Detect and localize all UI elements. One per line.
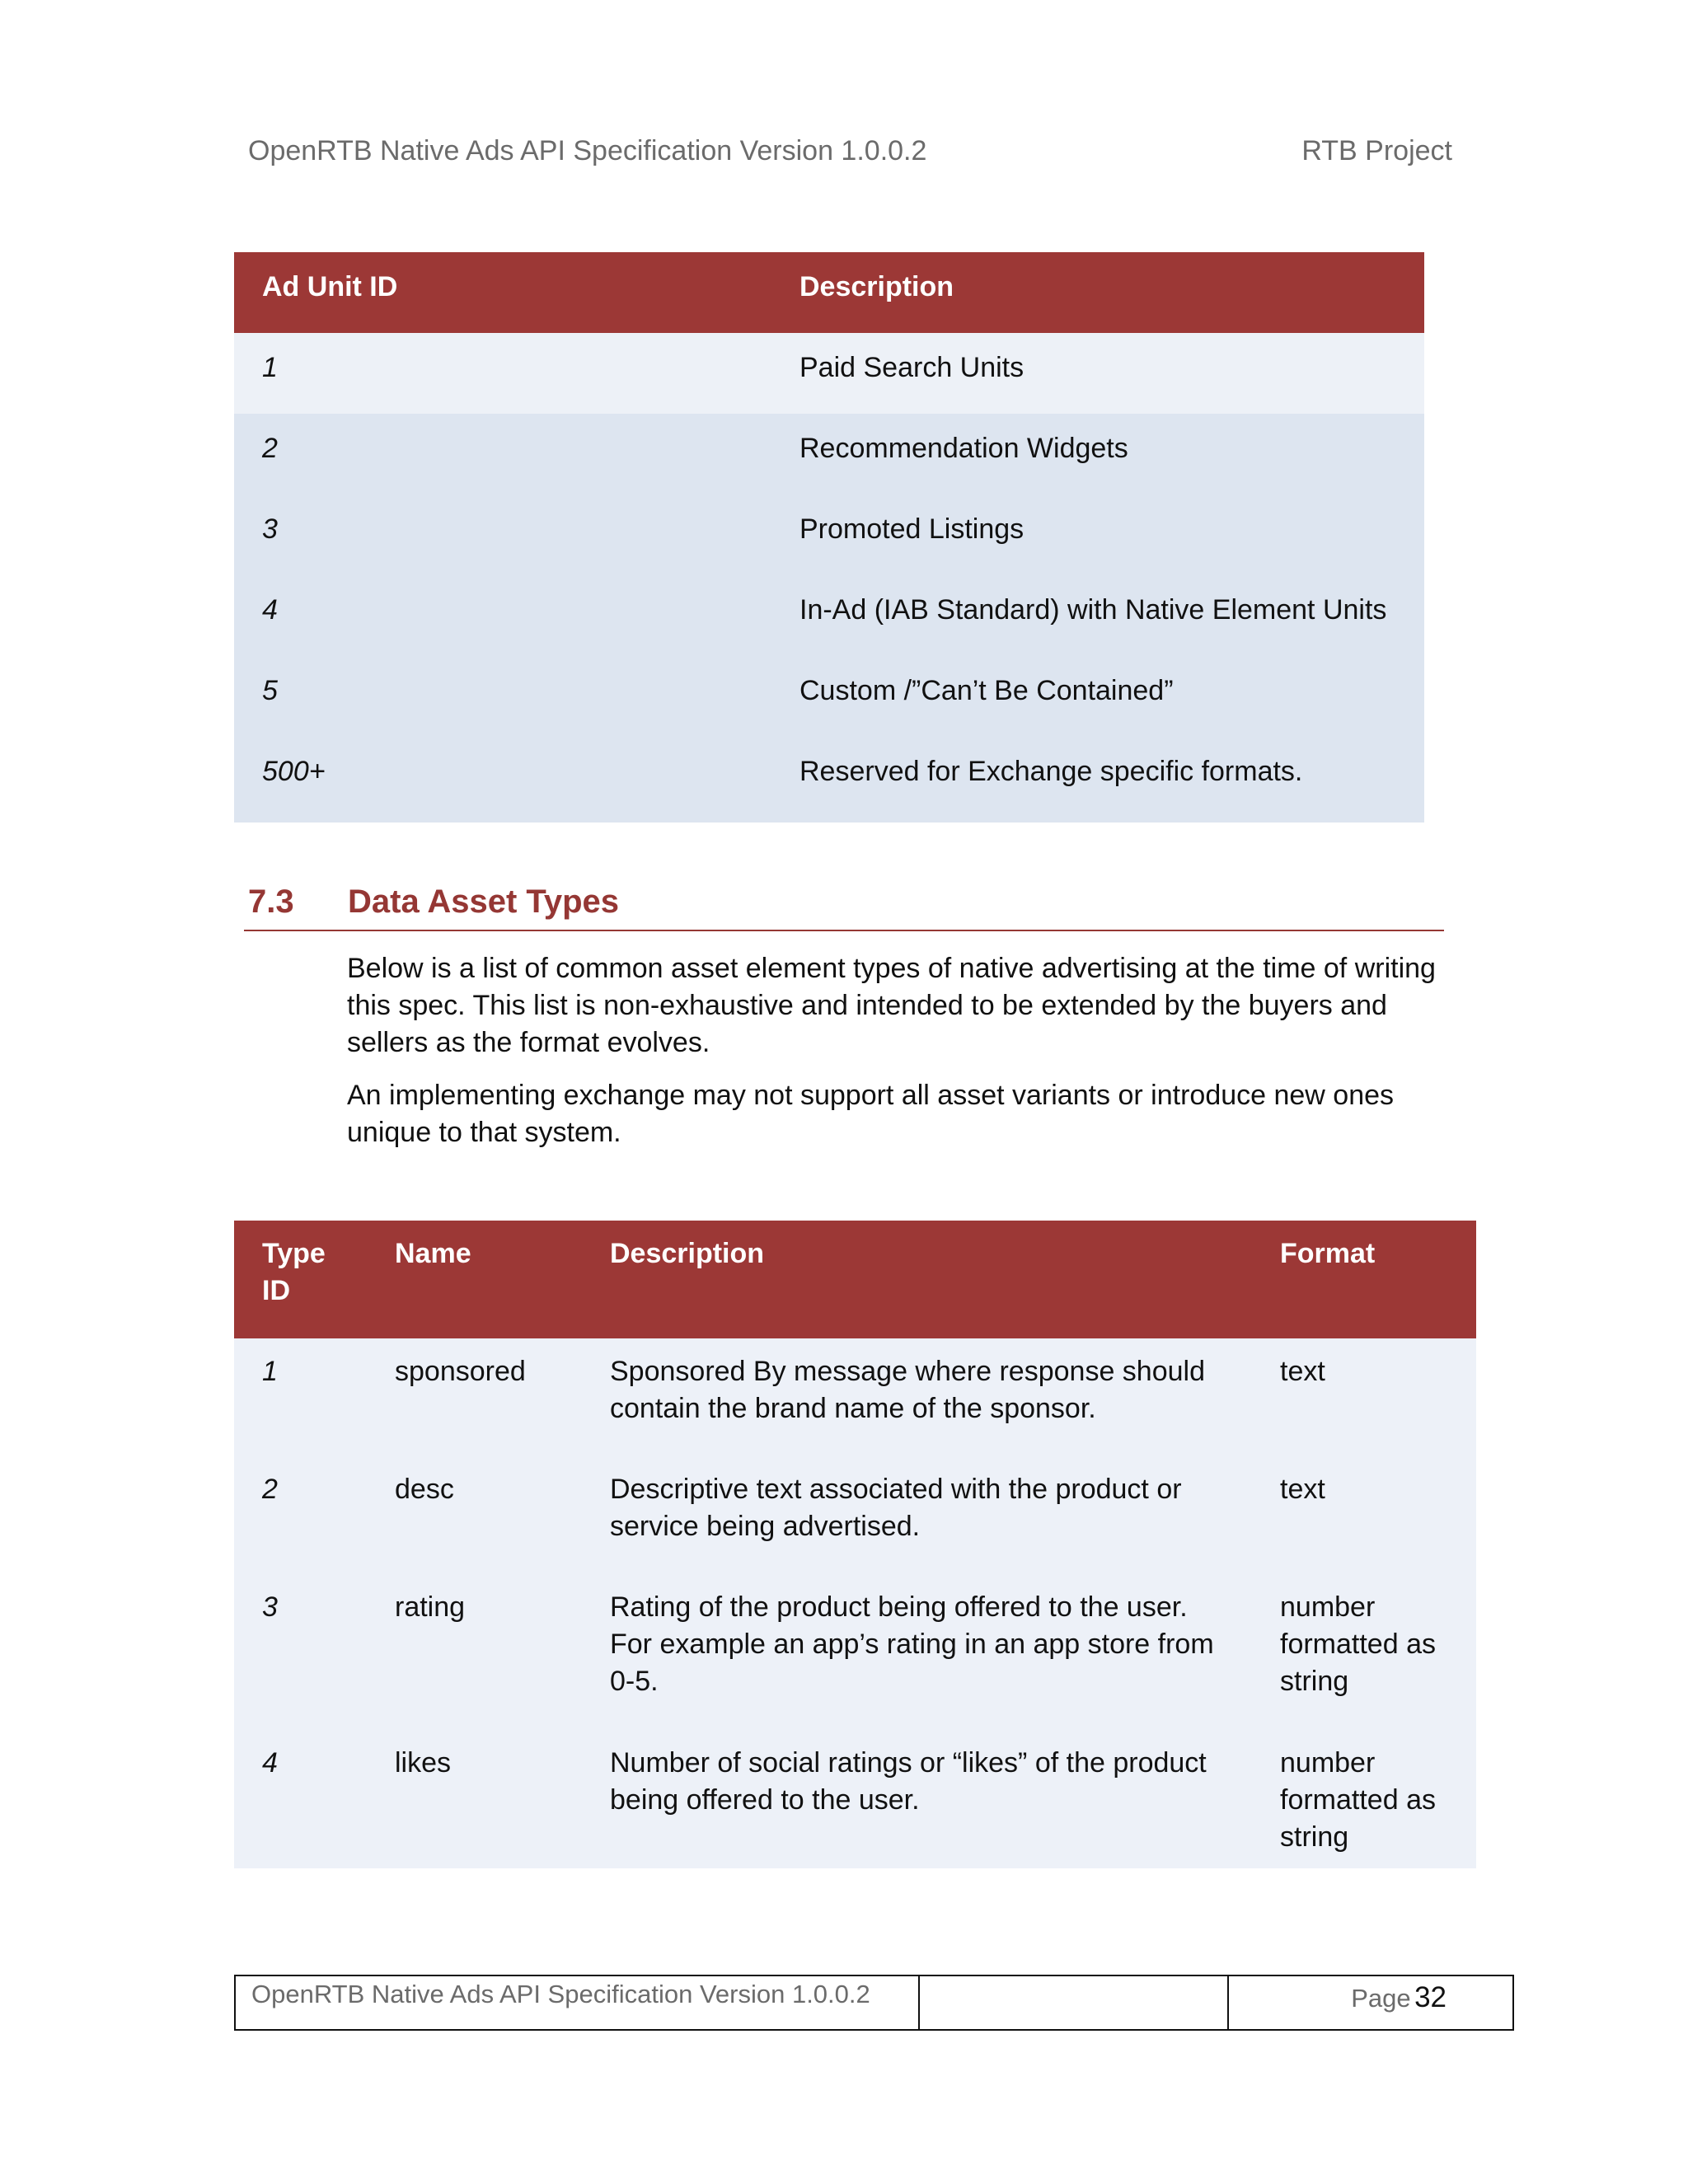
- section-title: Data Asset Types: [348, 883, 620, 920]
- ad-unit-description: Paid Search Units: [771, 333, 1424, 414]
- asset-description: Descriptive text associated with the product or service being advertised.: [582, 1456, 1252, 1574]
- column-header: Format: [1252, 1221, 1476, 1338]
- ad-unit-id: 500+: [234, 737, 771, 823]
- header-project: RTB Project: [1301, 135, 1452, 166]
- table-header-row: [234, 252, 1424, 333]
- asset-description: Sponsored By message where response should contain the brand name of the sponsor.: [582, 1338, 1252, 1456]
- table-header-row: [234, 1221, 1476, 1338]
- ad-unit-description: In-Ad (IAB Standard) with Native Element Units: [771, 575, 1424, 656]
- table-row: [234, 1730, 1476, 1868]
- section-number: 7.3: [248, 883, 294, 920]
- asset-type-id: 1: [234, 1338, 367, 1456]
- asset-type-id: 4: [234, 1730, 367, 1868]
- header-title: OpenRTB Native Ads API Specification Version 1.0.0.2: [248, 135, 927, 166]
- ad-unit-id: 2: [234, 414, 771, 494]
- ad-unit-description: Promoted Listings: [771, 494, 1424, 575]
- paragraph: An implementing exchange may not support all asset variants or introduce new ones unique to that system.: [347, 1080, 1395, 1148]
- asset-description: Number of social ratings or “likes” of the product being offered to the user.: [582, 1730, 1252, 1868]
- asset-description: Rating of the product being offered to the user. For example an app’s rating in an app store from 0-5.: [582, 1574, 1252, 1730]
- ad-unit-description: Recommendation Widgets: [771, 414, 1424, 494]
- ad-unit-id: 5: [234, 656, 771, 737]
- table-row: [234, 575, 1424, 656]
- table-row: [234, 1574, 1476, 1730]
- footer-page-cell: [1229, 1976, 1512, 2029]
- ad-unit-description: Reserved for Exchange specific formats.: [771, 737, 1424, 823]
- ad-unit-id: 3: [234, 494, 771, 575]
- ad-unit-id: 4: [234, 575, 771, 656]
- column-header: Ad Unit ID: [234, 252, 771, 333]
- column-header: Description: [582, 1221, 1252, 1338]
- asset-name: rating: [367, 1574, 582, 1730]
- asset-name: sponsored: [367, 1338, 582, 1456]
- table-row: [234, 1338, 1476, 1456]
- page-label: Page: [1351, 1984, 1411, 2013]
- asset-format: text: [1252, 1456, 1476, 1574]
- page-number: 32: [1414, 1981, 1447, 2013]
- table-row: [234, 737, 1424, 823]
- column-header: Name: [367, 1221, 582, 1338]
- table-row: [234, 1456, 1476, 1574]
- table-row: [234, 333, 1424, 414]
- asset-name: desc: [367, 1456, 582, 1574]
- asset-name: likes: [367, 1730, 582, 1868]
- ad-unit-id: 1: [234, 333, 771, 414]
- asset-type-table: [234, 1221, 1476, 1868]
- paragraph: Below is a list of common asset element types of native advertising at the time of writing this spec. This list is non-exhaustive and intended to be extended by the buyers and sellers as the format evolves.: [347, 953, 1436, 1058]
- column-header: Description: [771, 252, 1424, 333]
- asset-type-id: 3: [234, 1574, 367, 1730]
- column-header: Type ID: [234, 1221, 367, 1338]
- asset-format: number formatted as string: [1252, 1730, 1476, 1868]
- section-rule: [244, 930, 1444, 931]
- table-row: [234, 414, 1424, 494]
- asset-type-id: 2: [234, 1456, 367, 1574]
- table-row: [234, 656, 1424, 737]
- asset-format: number formatted as string: [1252, 1574, 1476, 1730]
- ad-unit-table: [234, 252, 1424, 823]
- footer-title: OpenRTB Native Ads API Specification Version 1.0.0.2: [236, 1976, 920, 2029]
- asset-format: text: [1252, 1338, 1476, 1456]
- table-row: [234, 494, 1424, 575]
- ad-unit-description: Custom /”Can’t Be Contained”: [771, 656, 1424, 737]
- footer-empty-cell: [920, 1976, 1229, 2029]
- page-footer: [234, 1975, 1514, 2031]
